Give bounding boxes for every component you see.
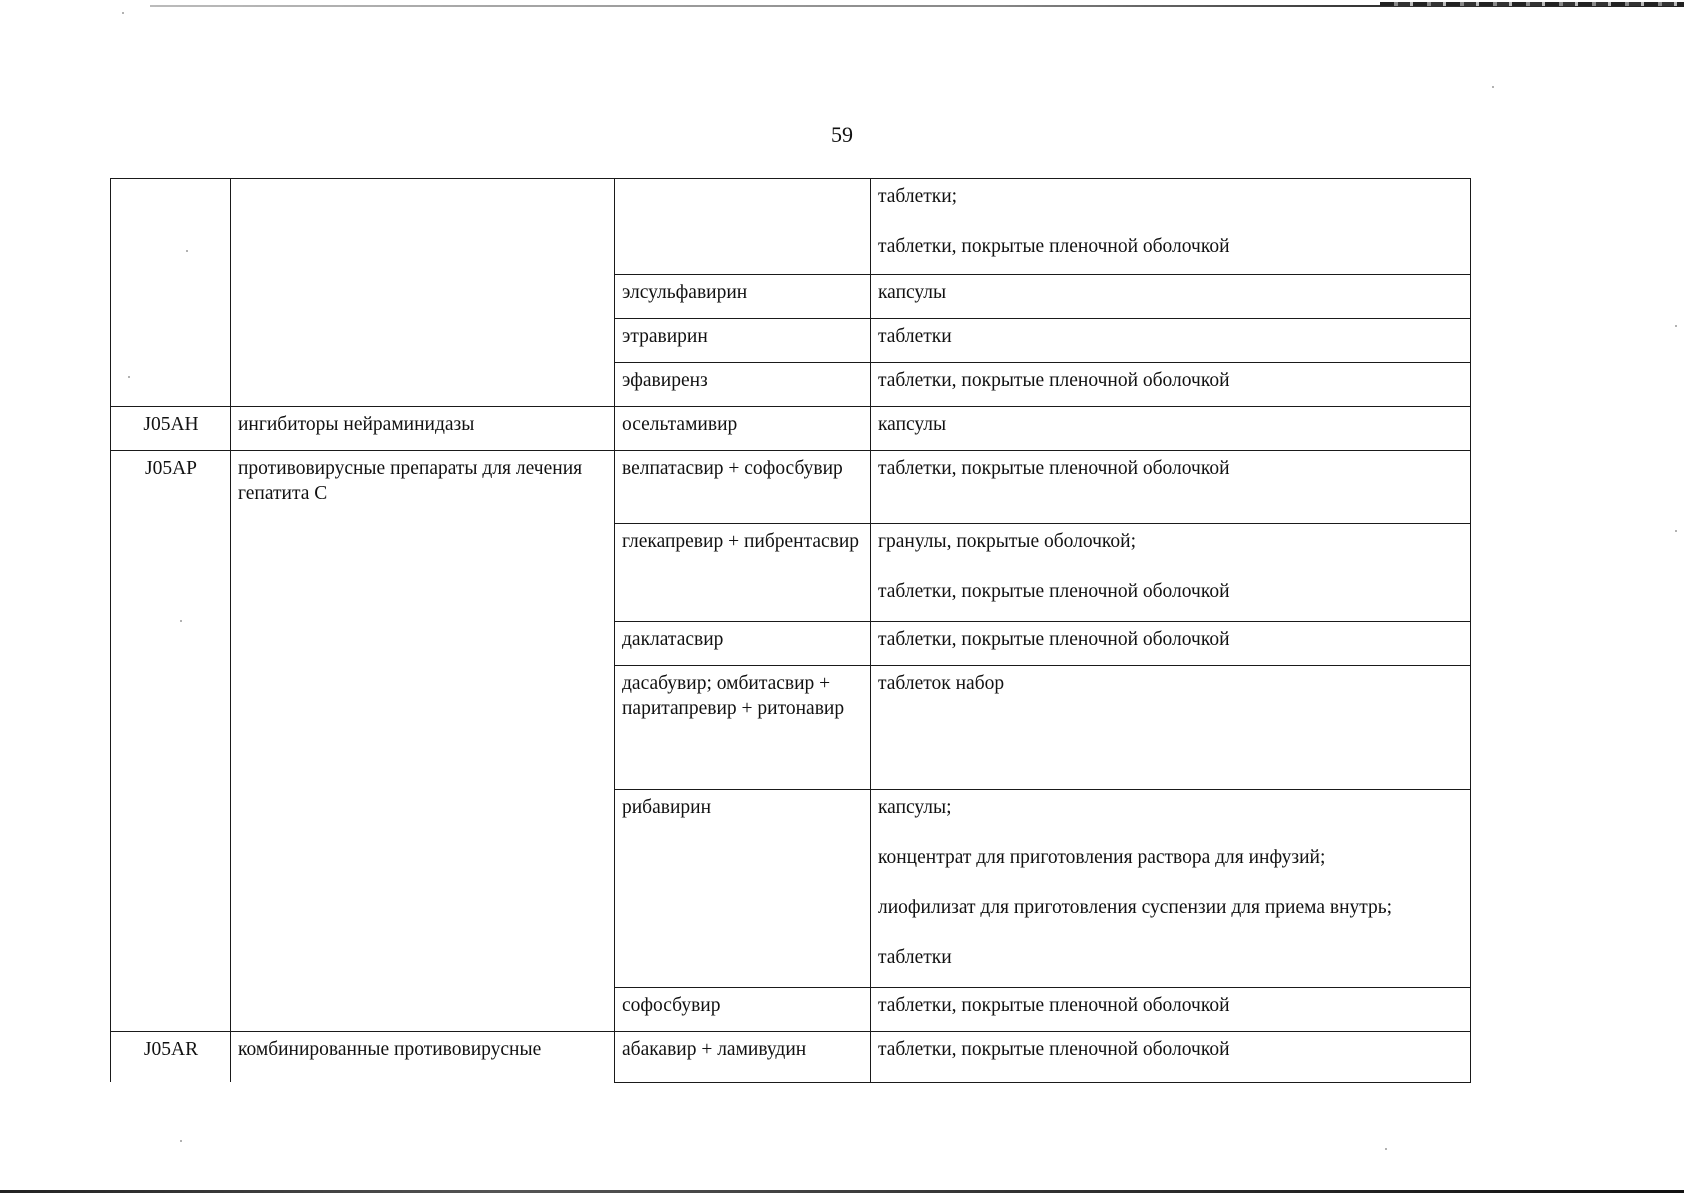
dosage-form-cell [871,363,1471,407]
page-number: 59 [831,122,853,147]
scan-speck [1675,530,1677,532]
scan-speck [1492,86,1494,88]
table-row [111,179,1471,275]
group-name-cell [231,179,615,407]
dosage-form-line: капсулы [878,282,947,303]
atc-code-cell: J05AH [111,407,231,451]
dosage-form-line: концентрат для приготовления раствора для инфузий; [878,847,1326,868]
substance-cell: даклатасвир [615,622,871,666]
group-name-cell: ингибиторы нейраминидазы [231,407,615,451]
dosage-form-line: таблетки; [878,186,958,207]
atc-code-cell: J05AR [111,1032,231,1083]
atc-code-cell: J05AP [111,451,231,1032]
scan-speck [1675,325,1677,327]
dosage-form-line: капсулы [878,414,947,435]
substance-cell: эфавиренз [615,363,871,407]
substance-cell: софосбувир [615,988,871,1032]
substance-cell: абакавир + ламивудин [615,1032,871,1083]
dosage-form-cell [871,666,1471,790]
substance-cell: элсульфавирин [615,275,871,319]
scan-edge-bottom [0,1190,1684,1193]
group-name-cell: комбинированные противовирусные [231,1032,615,1083]
scan-edge-top-dark [1380,2,1684,6]
scan-speck [1385,1148,1387,1150]
substance-cell [615,179,871,275]
dosage-form-line: таблетки, покрытые пленочной оболочкой [878,236,1230,257]
dosage-form-line: таблетки, покрытые пленочной оболочкой [878,581,1230,602]
scan-speck [186,250,188,252]
dosage-form-cell [871,524,1471,622]
dosage-form-line: таблетки, покрытые пленочной оболочкой [878,629,1230,650]
substance-cell: осельтамивир [615,407,871,451]
dosage-form-line: таблетки [878,947,952,968]
substance-cell: рибавирин [615,790,871,988]
atc-code-cell [111,179,231,407]
group-name-cell: противовирусные препараты для лечения гепатита С [231,451,615,1032]
dosage-form-cell [871,1032,1471,1083]
table-row [111,451,1471,524]
dosage-form-line: таблетки, покрытые пленочной оболочкой [878,370,1230,391]
dosage-form-cell [871,319,1471,363]
substance-cell: велпатасвир + софосбувир [615,451,871,524]
dosage-form-cell [871,622,1471,666]
drug-table [110,178,1471,1083]
scan-speck [180,620,182,622]
substance-cell: дасабувир; омбитасвир + паритапревир + ритонавир [615,666,871,790]
dosage-form-cell [871,179,1471,275]
scan-speck [180,1140,182,1142]
scan-speck [128,376,130,378]
substance-cell: этравирин [615,319,871,363]
dosage-form-line: гранулы, покрытые оболочкой; [878,531,1137,552]
dosage-form-cell [871,790,1471,988]
dosage-form-line: таблетки, покрытые пленочной оболочкой [878,995,1230,1016]
dosage-form-cell [871,451,1471,524]
table-row [111,407,1471,451]
dosage-form-line: капсулы; [878,797,952,818]
dosage-form-line: таблетки, покрытые пленочной оболочкой [878,458,1230,479]
drug-table-container [110,178,1470,1083]
dosage-form-cell [871,275,1471,319]
substance-cell: глекапревир + пибрентасвир [615,524,871,622]
dosage-form-line: таблетки [878,326,952,347]
table-row [111,1032,1471,1083]
dosage-form-cell [871,407,1471,451]
scan-speck [122,12,124,14]
dosage-form-cell [871,988,1471,1032]
dosage-form-line: таблетки, покрытые пленочной оболочкой [878,1039,1230,1060]
dosage-form-line: таблеток набор [878,673,1005,694]
dosage-form-line: лиофилизат для приготовления суспензии для приема внутрь; [878,897,1393,918]
